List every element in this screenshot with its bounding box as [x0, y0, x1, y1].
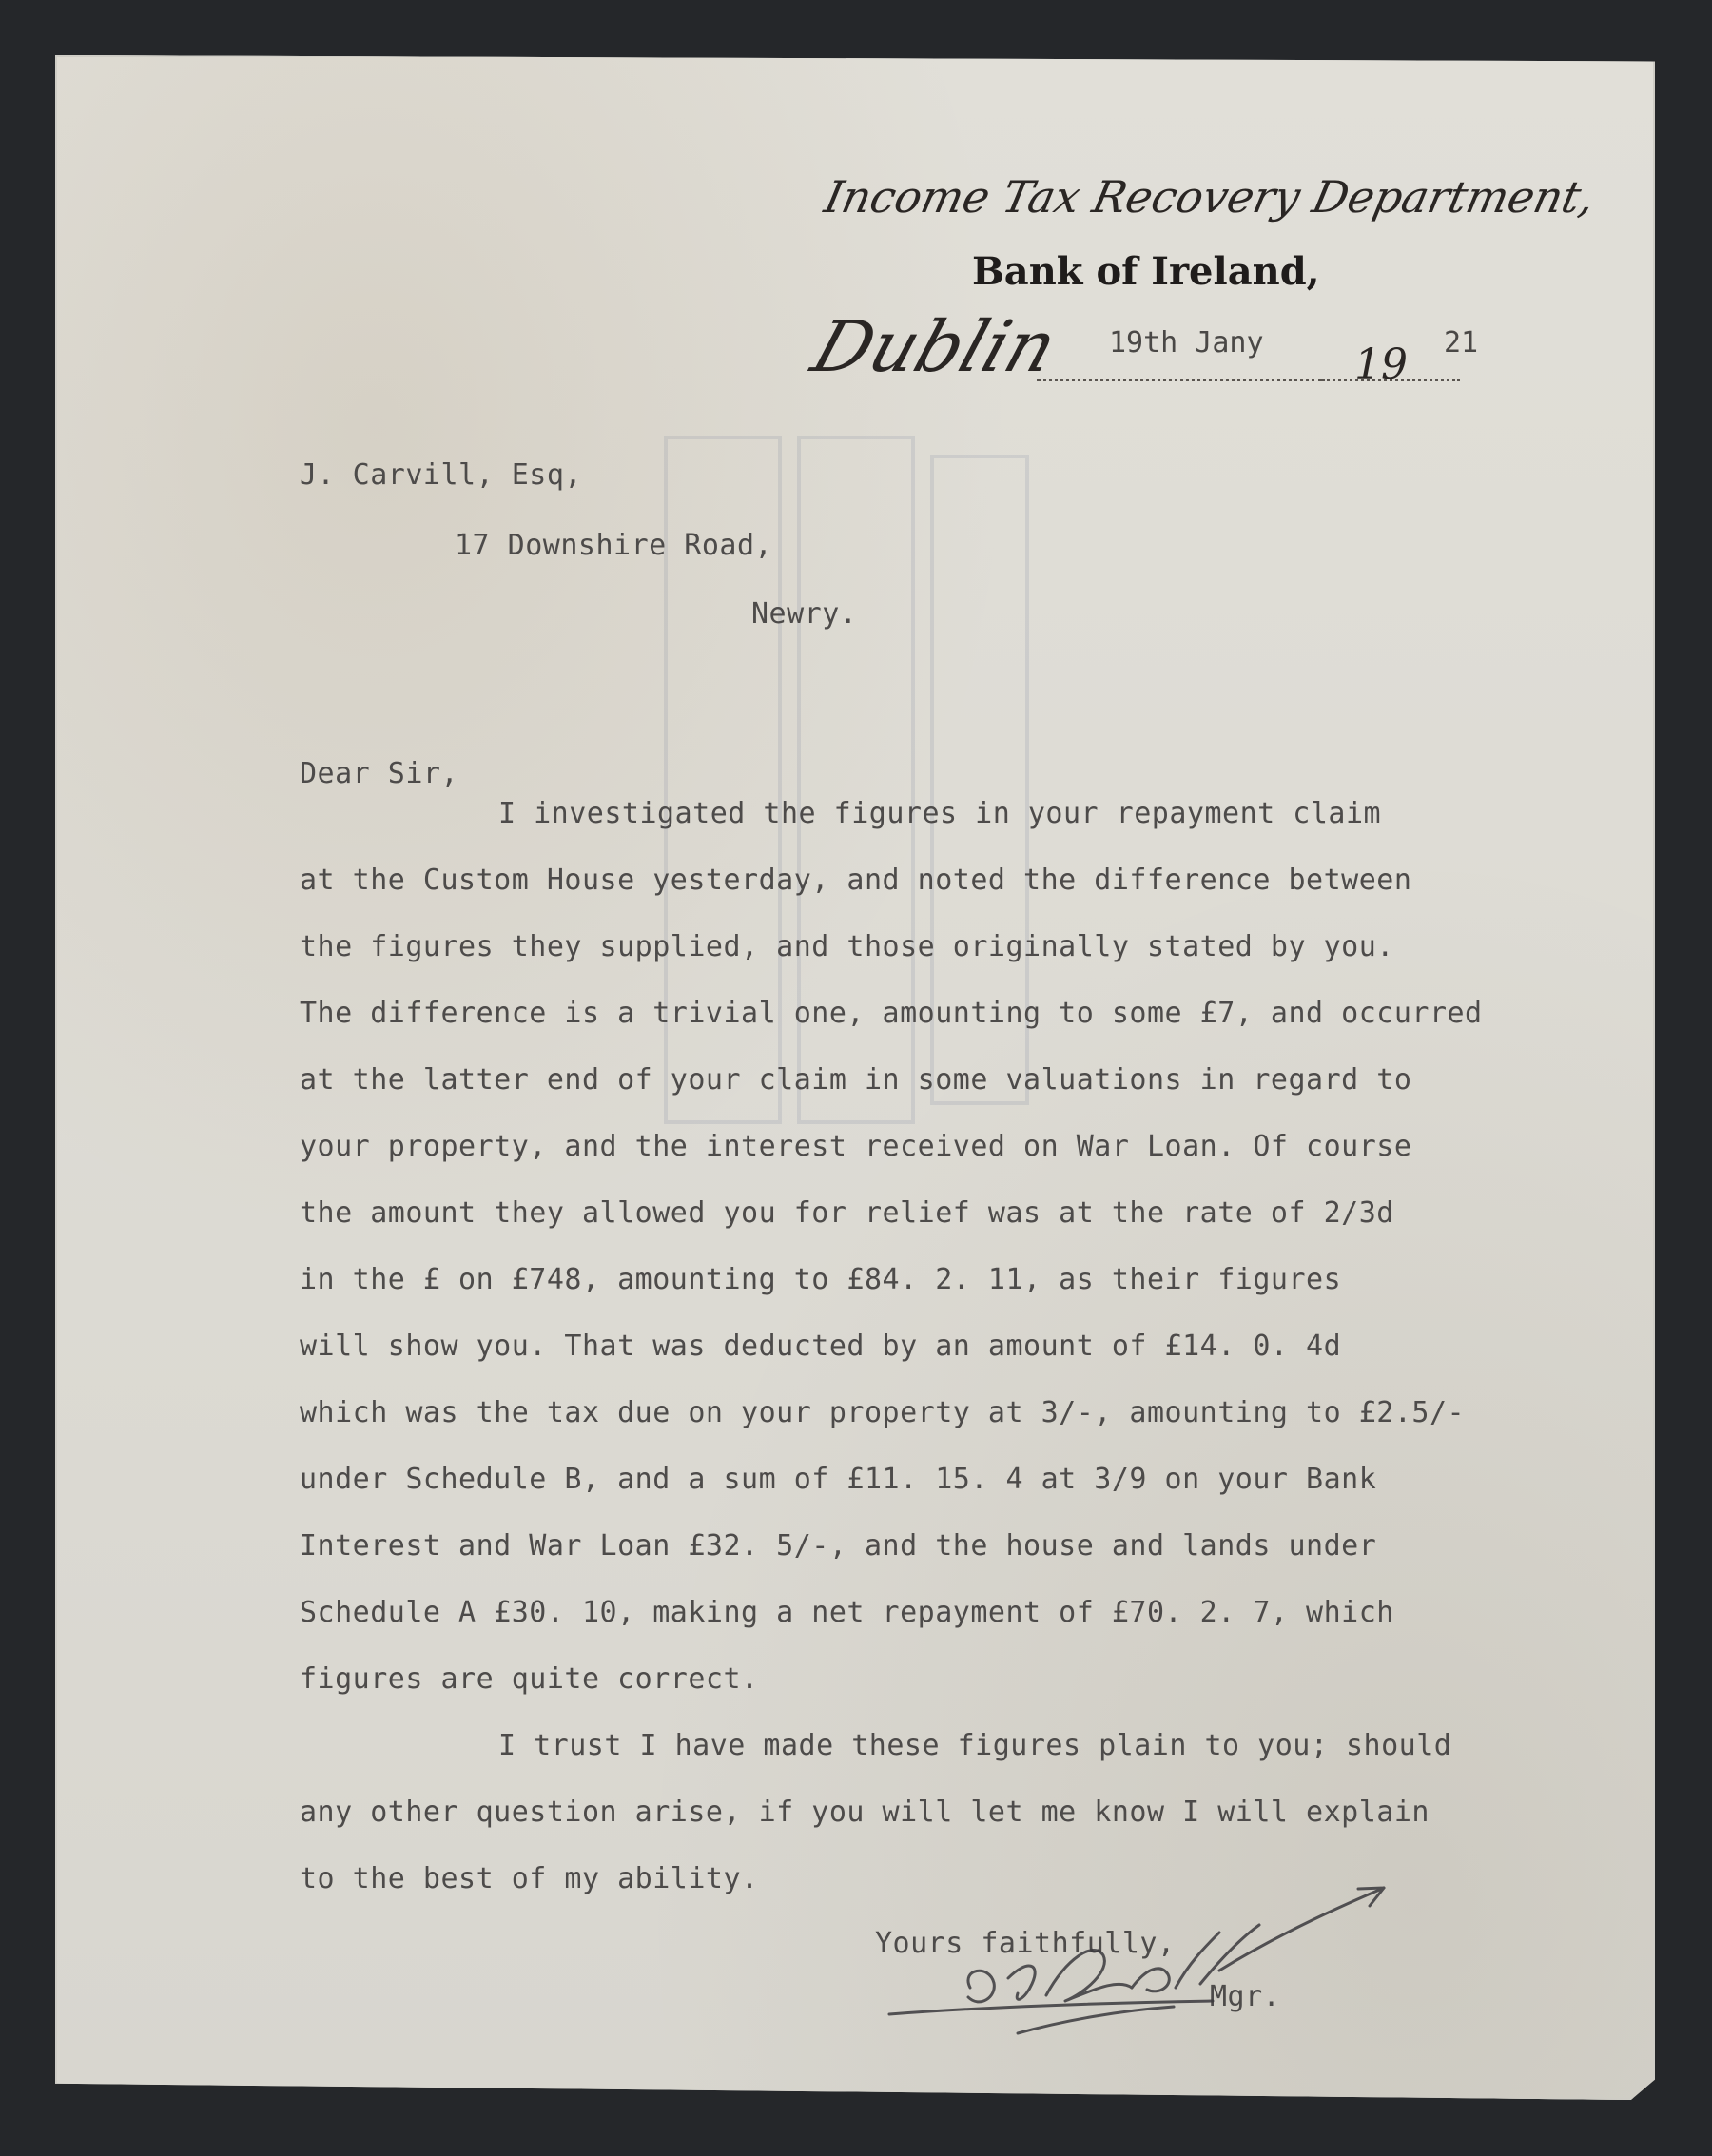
closing: Yours faithfully, [875, 1927, 1176, 1960]
body-line: any other question arise, if you will let me know I will explain [300, 1796, 1430, 1829]
body-line: The difference is a trivial one, amounting to some £7, and occurred [300, 997, 1483, 1030]
body-line: which was the tax due on your property at 3/-, amounting to £2.5/- [300, 1396, 1466, 1429]
body-line: Interest and War Loan £32. 5/-, and the house and lands under [300, 1529, 1377, 1563]
body-line: at the latter end of your claim in some valuations in regard to [300, 1063, 1412, 1097]
addressee-street: 17 Downshire Road, [455, 529, 773, 562]
body-line: your property, and the interest received on War Loan. Of course [300, 1130, 1412, 1163]
body-line: under Schedule B, and a sum of £11. 15. 4 at 3/9 on your Bank [300, 1463, 1377, 1496]
body-line: the amount they allowed you for relief was at the rate of 2/3d [300, 1196, 1394, 1230]
body-line: I investigated the figures in your repayment claim [498, 797, 1382, 830]
date-year-prefix: 19 [1354, 340, 1408, 389]
signatory-title: Mgr. [1210, 1980, 1281, 2013]
letterhead-city: Dublin [803, 306, 1067, 388]
date-year-suffix: 21 [1444, 326, 1479, 359]
date-day: 19th Jany [1109, 326, 1264, 359]
letterhead-bank: Bank of Ireland, [972, 249, 1320, 294]
body-line: at the Custom House yesterday, and noted the difference between [300, 864, 1412, 897]
body-line: I trust I have made these figures plain to you; should [498, 1729, 1452, 1762]
addressee-name: J. Carvill, Esq, [300, 458, 582, 492]
body-line: will show you. That was deducted by an amount of £14. 0. 4d [300, 1330, 1342, 1363]
bleed-through-stamp [609, 418, 1103, 1141]
body-line: figures are quite correct. [300, 1662, 759, 1696]
body-line: Schedule A £30. 10, making a net repayment of £70. 2. 7, which [300, 1596, 1394, 1629]
date-rule [1037, 379, 1322, 381]
letterhead-department: Income Tax Recovery Department, [820, 171, 1600, 223]
salutation: Dear Sir, [300, 757, 459, 790]
body-line: in the £ on £748, amounting to £84. 2. 11, as their figures [300, 1263, 1342, 1296]
addressee-town: Newry. [751, 597, 858, 631]
body-line: the figures they supplied, and those originally stated by you. [300, 930, 1394, 963]
body-line: to the best of my ability. [300, 1862, 759, 1895]
